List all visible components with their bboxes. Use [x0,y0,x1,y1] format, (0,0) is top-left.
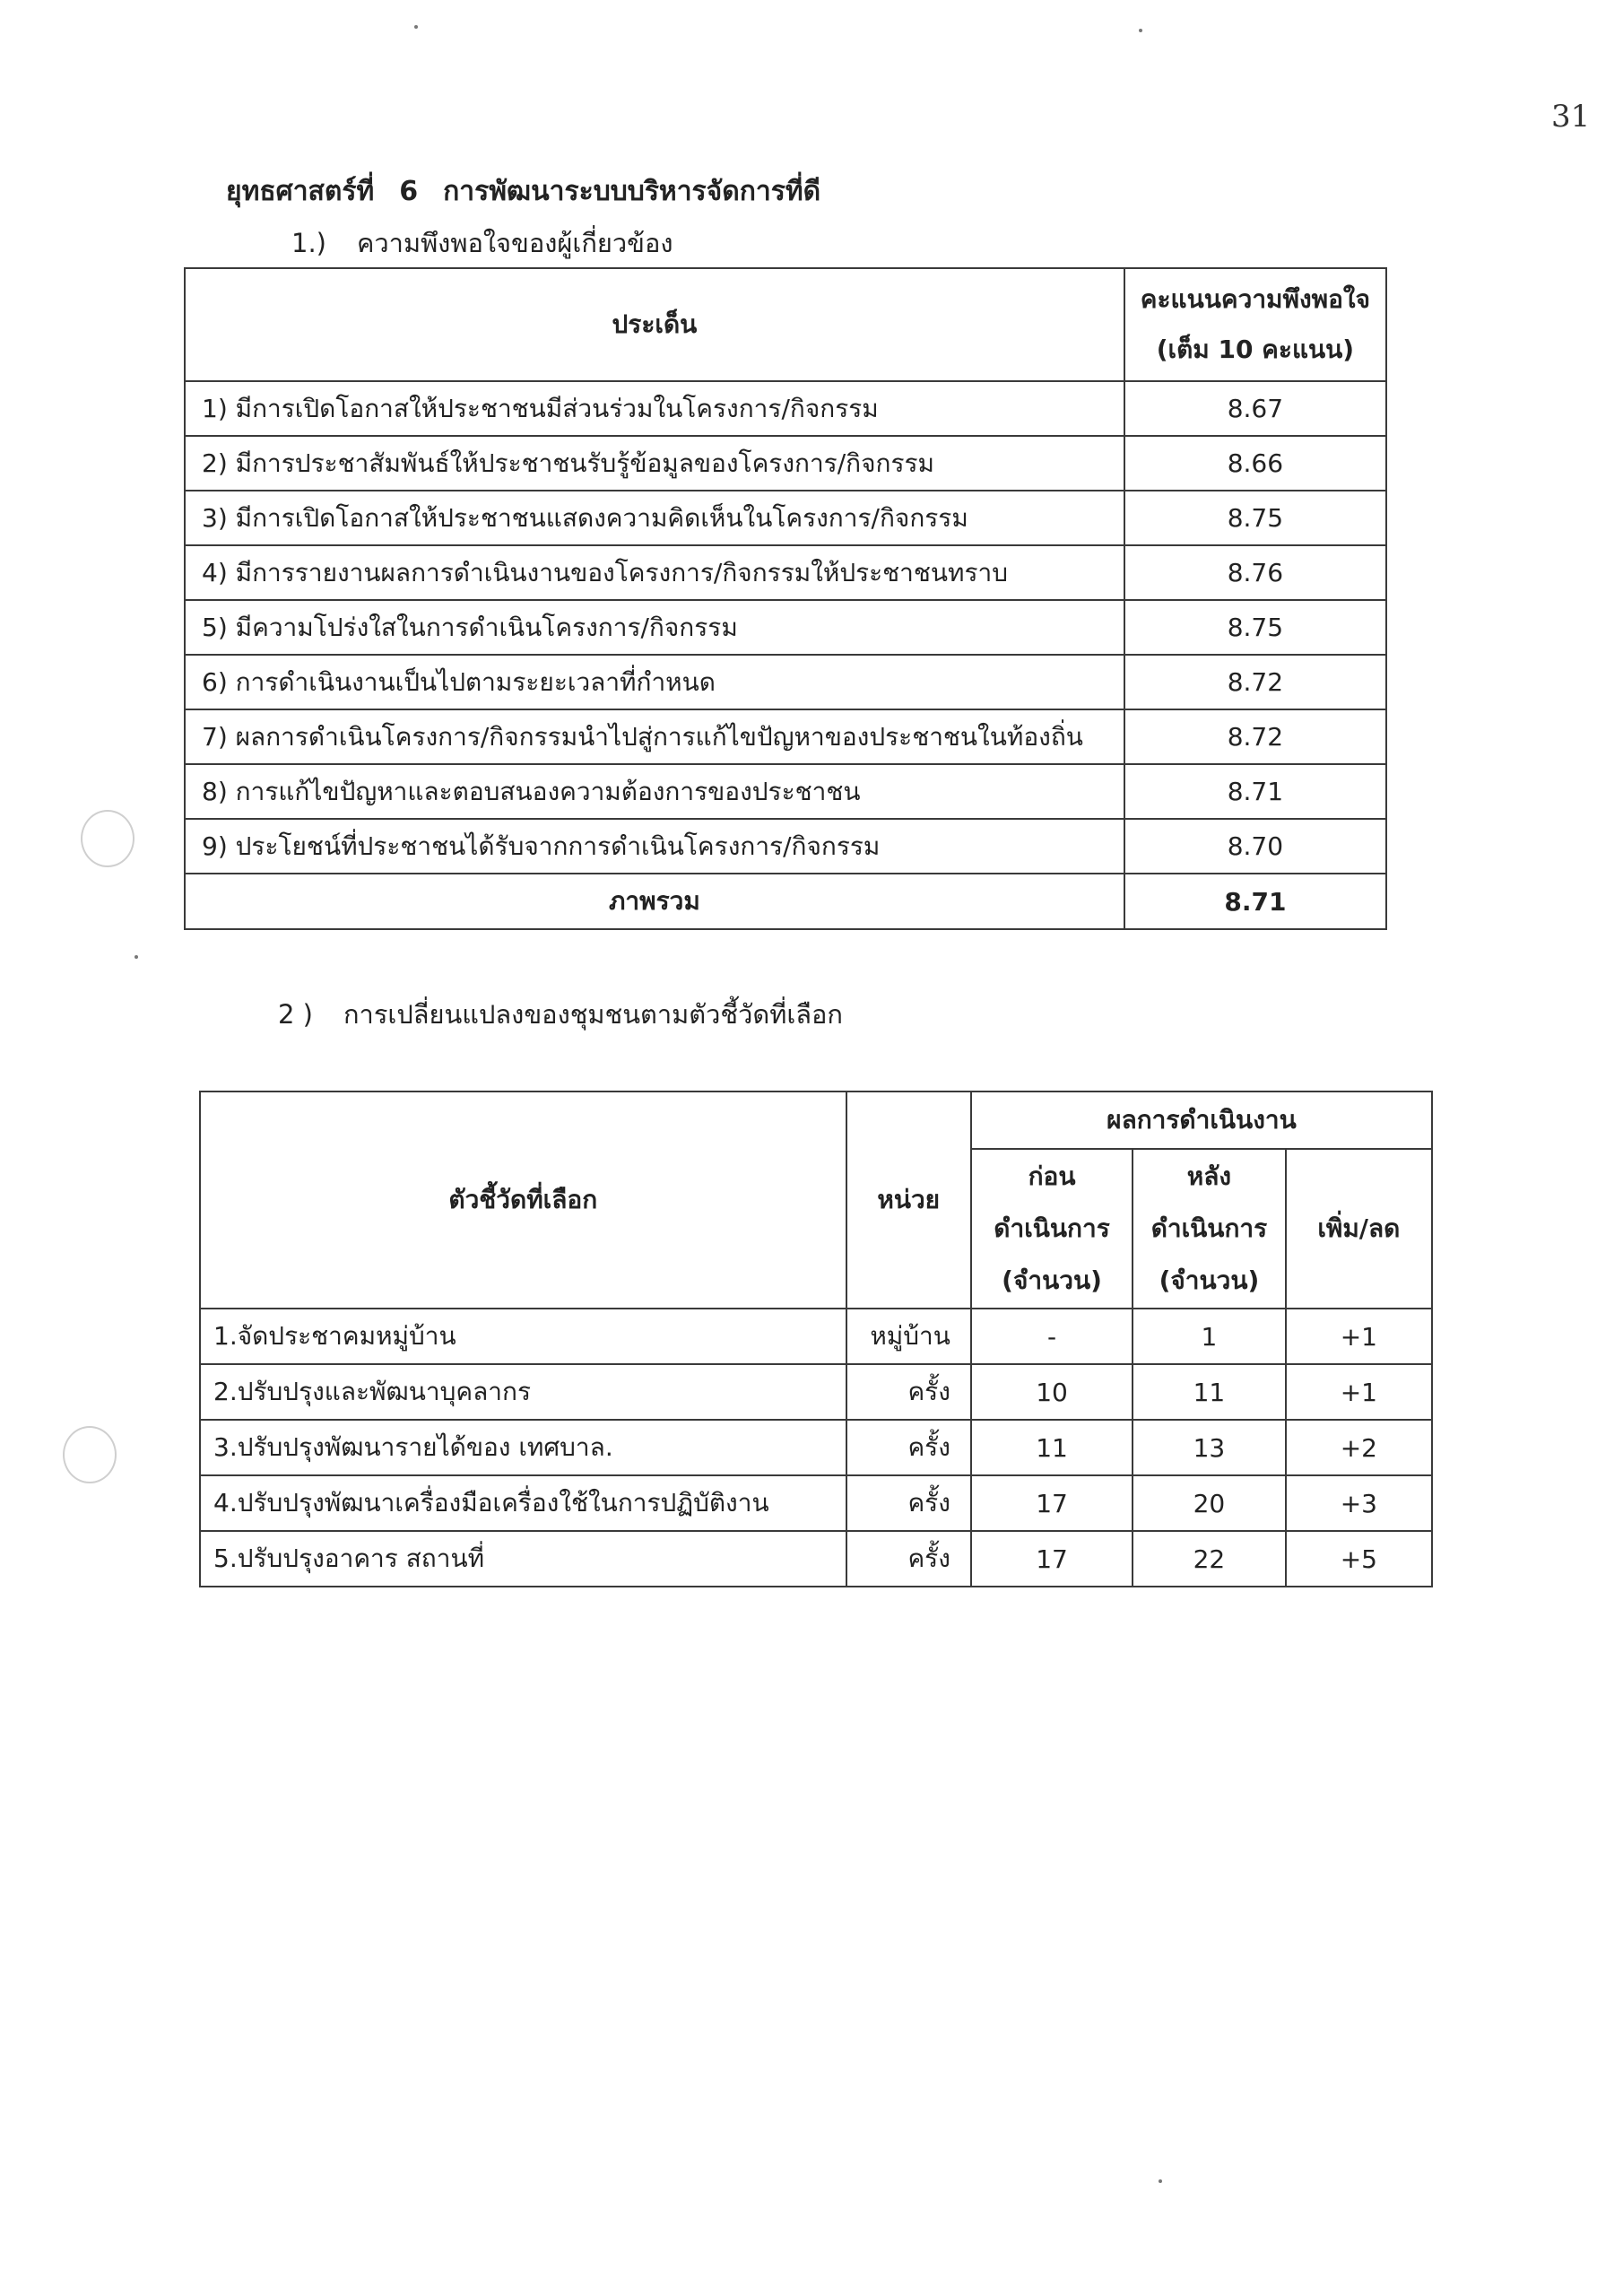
header-before-line2: ดำเนินการ [994,1213,1110,1243]
header-indicator: ตัวชี้วัดที่เลือก [200,1091,846,1309]
score-cell: 8.72 [1124,655,1386,709]
indicator-cell: 2.ปรับปรุงและพัฒนาบุคลากร [200,1364,846,1420]
score-cell: 8.70 [1124,819,1386,874]
heading-number: 6 [399,176,419,207]
header-score [1124,268,1386,381]
table-row [200,1309,1432,1364]
unit-cell: หมู่บ้าน [846,1309,971,1364]
before-cell: 17 [971,1531,1133,1587]
table-row [185,381,1386,436]
scan-speck [1139,29,1142,32]
indicator-cell: 5.ปรับปรุงอาคาร สถานที่ [200,1531,846,1587]
diff-cell: +3 [1286,1475,1432,1531]
score-cell: 8.72 [1124,709,1386,764]
issue-cell: 7) ผลการดำเนินโครงการ/กิจกรรมนำไปสู่การแก้ไขปัญหาของประชาชนในท้องถิ่น [185,709,1124,764]
scan-speck [135,955,138,959]
header-after [1133,1149,1286,1309]
scan-speck [414,25,418,29]
total-score: 8.71 [1124,874,1386,929]
punch-hole-mark [63,1426,117,1483]
header-score-line2: (เต็ม 10 คะแนน) [1156,335,1355,364]
issue-cell: 4) มีการรายงานผลการดำเนินงานของโครงการ/กิจกรรมให้ประชาชนทราบ [185,545,1124,600]
header-before-line3: (จำนวน) [1002,1265,1102,1295]
total-row [185,874,1386,929]
header-before [971,1149,1133,1309]
scan-speck [1159,2179,1162,2183]
table-row [185,819,1386,874]
issue-cell: 2) มีการประชาสัมพันธ์ให้ประชาชนรับรู้ข้อมูลของโครงการ/กิจกรรม [185,436,1124,491]
section-1-title [291,222,673,264]
section-1-text: ความพึงพอใจของผู้เกี่ยวข้อง [356,228,673,258]
before-cell: - [971,1309,1133,1364]
diff-cell: +5 [1286,1531,1432,1587]
satisfaction-header-row [185,268,1386,381]
table-row [200,1420,1432,1475]
header-unit: หน่วย [846,1091,971,1309]
heading-prefix: ยุทธศาสตร์ที่ [226,176,375,207]
indicator-header-row-1 [200,1091,1432,1149]
after-cell: 11 [1133,1364,1286,1420]
header-after-line2: ดำเนินการ [1150,1213,1268,1243]
strategy-heading [226,170,820,213]
unit-cell: ครั้ง [846,1475,971,1531]
indicator-cell: 4.ปรับปรุงพัฒนาเครื่องมือเครื่องใช้ในการปฏิบัติงาน [200,1475,846,1531]
header-issue: ประเด็น [185,268,1124,381]
header-diff: เพิ่ม/ลด [1286,1149,1432,1309]
diff-cell: +1 [1286,1364,1432,1420]
table-row [185,709,1386,764]
unit-cell: ครั้ง [846,1420,971,1475]
indicator-table [199,1091,1433,1587]
satisfaction-table [184,267,1387,930]
issue-cell: 8) การแก้ไขปัญหาและตอบสนองความต้องการของประชาชน [185,764,1124,819]
indicator-cell: 1.จัดประชาคมหมู่บ้าน [200,1309,846,1364]
header-result: ผลการดำเนินงาน [971,1091,1432,1149]
before-cell: 11 [971,1420,1133,1475]
table-row [200,1475,1432,1531]
section-2-text: การเปลี่ยนแปลงของชุมชนตามตัวชี้วัดที่เลือก [343,999,843,1030]
issue-cell: 3) มีการเปิดโอกาสให้ประชาชนแสดงความคิดเห็นในโครงการ/กิจกรรม [185,491,1124,545]
before-cell: 17 [971,1475,1133,1531]
table-row [200,1531,1432,1587]
score-cell: 8.76 [1124,545,1386,600]
header-score-line1: คะแนนความพึงพอใจ [1140,284,1370,314]
indicator-cell: 3.ปรับปรุงพัฒนารายได้ของ เทศบาล. [200,1420,846,1475]
table-row [185,764,1386,819]
table-row [200,1364,1432,1420]
after-cell: 1 [1133,1309,1286,1364]
score-cell: 8.66 [1124,436,1386,491]
score-cell: 8.71 [1124,764,1386,819]
unit-cell: ครั้ง [846,1364,971,1420]
before-cell: 10 [971,1364,1133,1420]
table-row [185,545,1386,600]
header-after-line1: หลัง [1186,1161,1232,1191]
unit-cell: ครั้ง [846,1531,971,1587]
heading-title: การพัฒนาระบบบริหารจัดการที่ดี [443,176,821,207]
after-cell: 20 [1133,1475,1286,1531]
issue-cell: 9) ประโยชน์ที่ประชาชนได้รับจากการดำเนินโครงการ/กิจกรรม [185,819,1124,874]
table-row [185,655,1386,709]
score-cell: 8.67 [1124,381,1386,436]
issue-cell: 6) การดำเนินงานเป็นไปตามระยะเวลาที่กำหนด [185,655,1124,709]
table-row [185,491,1386,545]
section-2-title [278,994,843,1035]
score-cell: 8.75 [1124,600,1386,655]
table-row [185,436,1386,491]
diff-cell: +2 [1286,1420,1432,1475]
header-after-line3: (จำนวน) [1159,1265,1260,1295]
issue-cell: 5) มีความโปร่งใสในการดำเนินโครงการ/กิจกรรม [185,600,1124,655]
score-cell: 8.75 [1124,491,1386,545]
section-1-index: 1.) [291,228,326,258]
after-cell: 22 [1133,1531,1286,1587]
page-number: 31 [1551,99,1591,135]
total-label: ภาพรวม [185,874,1124,929]
section-2-index: 2 ) [278,999,313,1030]
diff-cell: +1 [1286,1309,1432,1364]
header-before-line1: ก่อน [1028,1161,1076,1191]
punch-hole-mark [81,810,135,867]
issue-cell: 1) มีการเปิดโอกาสให้ประชาชนมีส่วนร่วมในโครงการ/กิจกรรม [185,381,1124,436]
after-cell: 13 [1133,1420,1286,1475]
table-row [185,600,1386,655]
